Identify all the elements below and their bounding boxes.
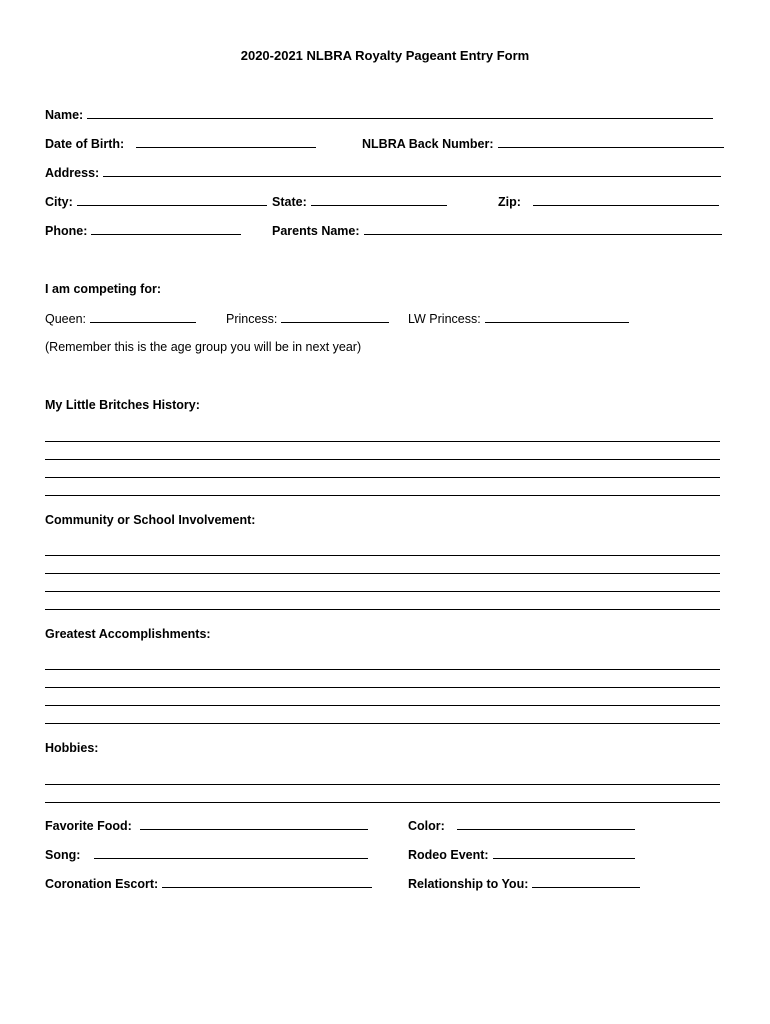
princess-label: Princess:: [226, 312, 278, 326]
address-label: Address:: [45, 166, 100, 180]
accomplishments-heading: Greatest Accomplishments:: [45, 627, 211, 641]
accomplishments-line[interactable]: [45, 687, 720, 688]
state-field[interactable]: [272, 193, 447, 210]
community-line[interactable]: [45, 573, 720, 574]
dob-field[interactable]: [45, 135, 316, 152]
back-number-field[interactable]: [362, 135, 724, 152]
dob-line[interactable]: [136, 135, 316, 148]
city-line[interactable]: [77, 193, 267, 206]
lw-princess-label: LW Princess:: [408, 312, 481, 326]
history-line[interactable]: [45, 441, 720, 442]
dob-label: Date of Birth:: [45, 137, 125, 151]
parents-label: Parents Name:: [272, 224, 360, 238]
queen-line[interactable]: [90, 310, 196, 323]
parents-field[interactable]: [272, 222, 722, 239]
history-heading: My Little Britches History:: [45, 398, 200, 412]
page-title: 2020-2021 NLBRA Royalty Pageant Entry Form: [240, 48, 530, 63]
color-label: Color:: [408, 819, 445, 833]
rodeo-event-label: Rodeo Event:: [408, 848, 489, 862]
rodeo-event-line[interactable]: [493, 846, 635, 859]
city-label: City:: [45, 195, 73, 209]
accomplishments-line[interactable]: [45, 669, 720, 670]
back-number-label: NLBRA Back Number:: [362, 137, 494, 151]
address-field[interactable]: [45, 164, 721, 181]
history-line[interactable]: [45, 459, 720, 460]
zip-line[interactable]: [533, 193, 719, 206]
back-number-line[interactable]: [498, 135, 724, 148]
name-line[interactable]: [87, 106, 713, 119]
parents-line[interactable]: [364, 222, 722, 235]
phone-field[interactable]: [45, 222, 241, 239]
history-line[interactable]: [45, 495, 720, 496]
competing-heading: I am competing for:: [45, 282, 161, 296]
favorite-food-label: Favorite Food:: [45, 819, 132, 833]
hobbies-heading: Hobbies:: [45, 741, 99, 755]
queen-label: Queen:: [45, 312, 87, 326]
princess-line[interactable]: [281, 310, 389, 323]
favorite-food-line[interactable]: [140, 817, 368, 830]
relationship-label: Relationship to You:: [408, 877, 529, 891]
zip-label: Zip:: [498, 195, 521, 209]
accomplishments-line[interactable]: [45, 723, 720, 724]
relationship-line[interactable]: [532, 875, 640, 888]
name-field[interactable]: [45, 106, 713, 123]
song-field[interactable]: [45, 846, 368, 863]
color-field[interactable]: [408, 817, 635, 834]
hobbies-line[interactable]: [45, 784, 720, 785]
color-line[interactable]: [457, 817, 635, 830]
community-line[interactable]: [45, 609, 720, 610]
age-group-note: (Remember this is the age group you will be in next year): [45, 340, 362, 354]
state-line[interactable]: [311, 193, 447, 206]
rodeo-event-field[interactable]: [408, 846, 635, 863]
city-field[interactable]: [45, 193, 267, 210]
accomplishments-line[interactable]: [45, 705, 720, 706]
address-line[interactable]: [103, 164, 721, 177]
phone-label: Phone:: [45, 224, 88, 238]
hobbies-line[interactable]: [45, 802, 720, 803]
princess-field[interactable]: [226, 310, 389, 327]
phone-line[interactable]: [91, 222, 241, 235]
song-line[interactable]: [94, 846, 368, 859]
coronation-escort-field[interactable]: [45, 875, 372, 892]
community-heading: Community or School Involvement:: [45, 513, 256, 527]
lw-princess-field[interactable]: [408, 310, 629, 327]
coronation-escort-label: Coronation Escort:: [45, 877, 159, 891]
favorite-food-field[interactable]: [45, 817, 368, 834]
state-label: State:: [272, 195, 307, 209]
name-label: Name:: [45, 108, 84, 122]
relationship-field[interactable]: [408, 875, 640, 892]
coronation-escort-line[interactable]: [162, 875, 372, 888]
history-line[interactable]: [45, 477, 720, 478]
zip-field[interactable]: [498, 193, 719, 210]
song-label: Song:: [45, 848, 81, 862]
community-line[interactable]: [45, 555, 720, 556]
lw-princess-line[interactable]: [485, 310, 629, 323]
community-line[interactable]: [45, 591, 720, 592]
queen-field[interactable]: [45, 310, 196, 327]
